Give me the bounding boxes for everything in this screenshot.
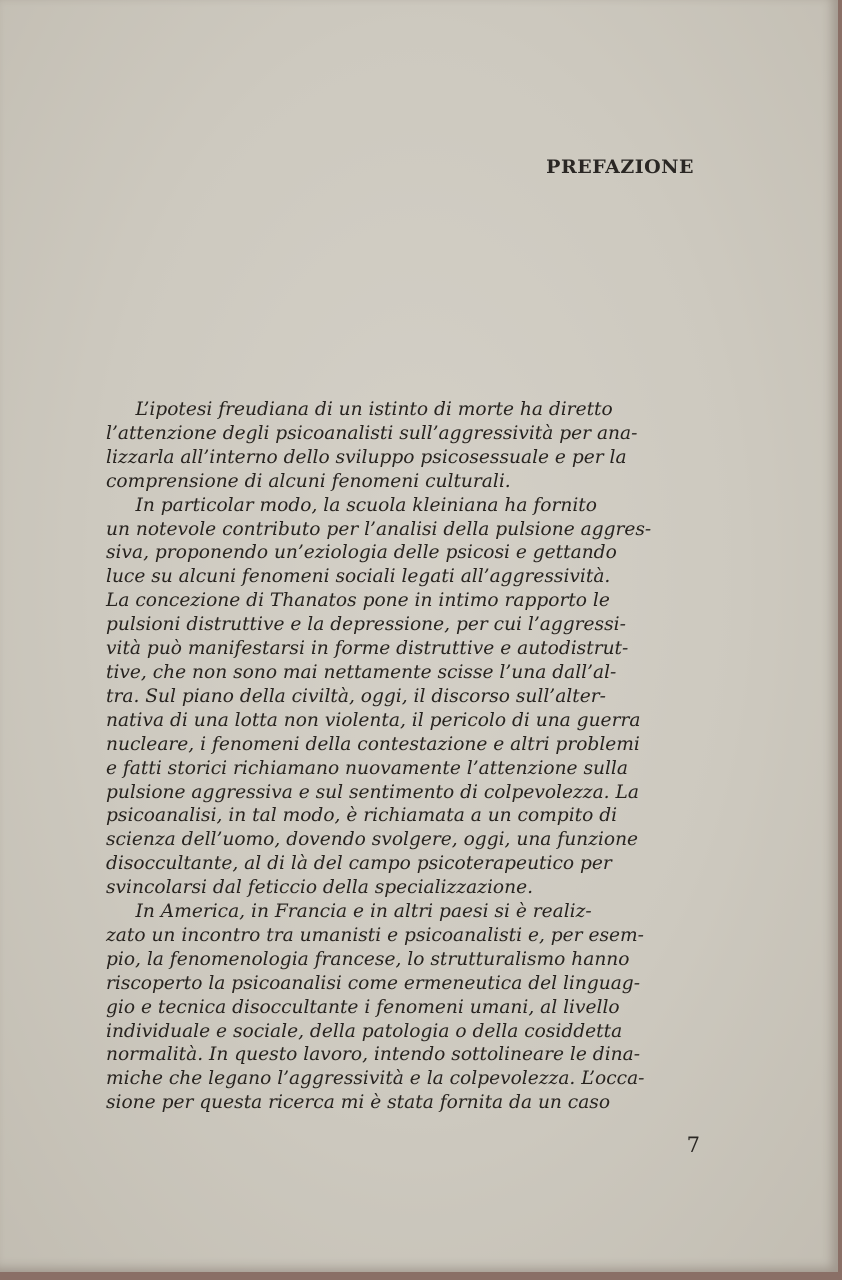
text-line: luce su alcuni fenomeni sociali legati all’aggressività.	[106, 566, 611, 588]
text-line: pulsione aggressiva e sul sentimento di colpevolezza. La	[106, 781, 639, 803]
text-line: tra. Sul piano della civiltà, oggi, il discorso sull’alter-	[106, 685, 606, 707]
text-line: nativa di una lotta non violenta, il pericolo di una guerra	[106, 709, 641, 731]
text-line: disoccultante, al di là del campo psicoterapeutico per	[106, 853, 612, 875]
text-line: L’ipotesi freudiana di un istinto di morte ha diretto	[106, 399, 613, 420]
text-line: La concezione di Thanatos pone in intimo rapporto le	[106, 590, 610, 612]
text-line: sione per questa ricerca mi è stata fornita da un caso	[106, 1092, 611, 1114]
text-line: In America, in Francia e in altri paesi si è realiz-	[106, 901, 592, 923]
text-line: nucleare, i fenomeni della contestazione e altri problemi	[106, 733, 640, 755]
text-line: l’attenzione degli psicoanalisti sull’aggressività per ana-	[106, 422, 638, 444]
text-line: pio, la fenomenologia francese, lo strutturalismo hanno	[106, 948, 630, 970]
text-line: siva, proponendo un’eziologia delle psicosi e gettando	[106, 542, 617, 564]
text-line: un notevole contributo per l’analisi della pulsione aggres-	[106, 518, 652, 540]
text-line: scienza dell’uomo, dovendo svolgere, oggi, una funzione	[106, 829, 639, 851]
page-number: 7	[686, 1133, 700, 1157]
text-line: comprensione di alcuni fenomeni culturali.	[106, 470, 511, 492]
text-line: e fatti storici richiamano nuovamente l’attenzione sulla	[106, 757, 628, 779]
text-line: In particolar modo, la scuola kleiniana ha fornito	[106, 494, 597, 516]
text-line: tive, che non sono mai nettamente scisse l’una dall’al-	[106, 661, 617, 683]
text-line: lizzarla all’interno dello sviluppo psicosessuale e per la	[106, 446, 627, 468]
text-line: pulsioni distruttive e la depressione, per cui l’aggressi-	[106, 614, 626, 636]
text-line: gio e tecnica disoccultante i fenomeni umani, al livello	[106, 996, 620, 1018]
text-line: normalità. In questo lavoro, intendo sottolineare le dina-	[106, 1044, 640, 1066]
body-text	[106, 398, 700, 1115]
chapter-heading: PREFAZIONE	[546, 156, 694, 178]
text-line: zato un incontro tra umanisti e psicoanalisti e, per esem-	[106, 924, 644, 946]
text-line: svincolarsi dal feticcio della specializzazione.	[106, 877, 534, 899]
text-line: individuale e sociale, della patologia o della cosiddetta	[106, 1020, 623, 1042]
text-line: miche che legano l’aggressività e la colpevolezza. L’occa-	[106, 1068, 645, 1090]
text-line: vità può manifestarsi in forme distruttive e autodistrut-	[106, 638, 629, 660]
text-line: psicoanalisi, in tal modo, è richiamata a un compito di	[106, 805, 618, 827]
text-line: riscoperto la psicoanalisi come ermeneutica del linguag-	[106, 972, 640, 994]
